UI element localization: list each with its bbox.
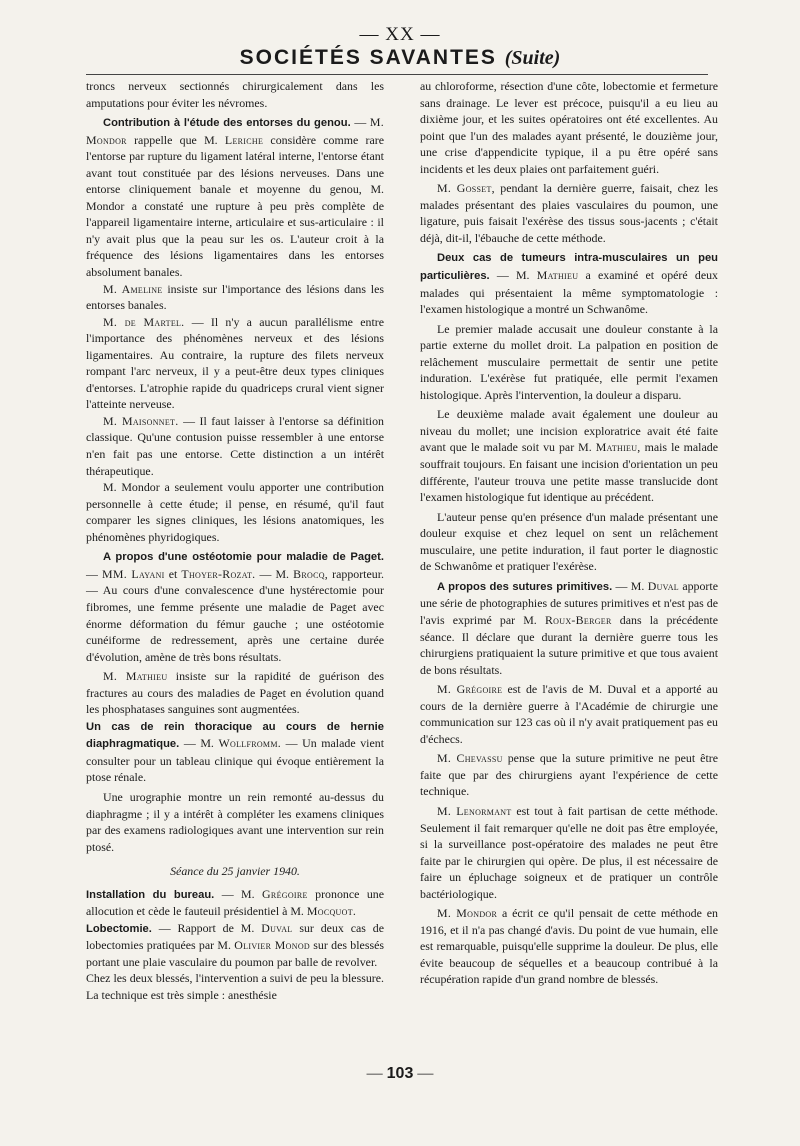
text-run: insiste sur la rapidité de guérison des fractures au cours des maladies de Paget en évolution quand les phosphatases sanguines sont augmentées. <box>86 669 384 717</box>
section-title: A propos d'une ostéotomie pour maladie de Paget. <box>103 551 384 564</box>
text-run: — <box>350 115 370 130</box>
paragraph-tumeurs <box>420 249 718 317</box>
section-title: Un cas de rein thoracique au cours de hernie diaphragmatique. <box>86 720 384 751</box>
author-name: M. de Martel. <box>103 314 185 329</box>
section-title: Contribution à l'étude des entorses du genou. <box>103 117 351 130</box>
author-name: Mathieu <box>536 268 579 283</box>
author-name: Wollfromm. <box>218 736 282 751</box>
paragraph: Une urographie montre un rein remonté au-dessus du diaphragme ; il y a intérêt à compléter les examens cliniques par des examens radiologiques avant une intervention sur rein ptosé. <box>86 789 384 854</box>
paragraph-rein <box>86 718 384 786</box>
author-name: Duval <box>261 920 293 935</box>
text-run: mais le malade souffrait toujours. En faisant une incision d'orientation un peu différente, l'auteur trouva une petite masse translucide dont l'examen histologique fut identique au précédent. <box>420 440 718 505</box>
text-run: a examiné et opéré deux malades qui présentaient la même symptomatologie : l'examen histologique a montré un Schwanôme. <box>420 268 718 317</box>
left-column <box>86 78 384 1004</box>
paragraph <box>420 180 718 246</box>
author-name: M. Lenormant <box>437 803 512 818</box>
text-run: insiste sur l'importance des lésions dans les entorses banales. <box>86 281 384 313</box>
header-title: SOCIÉTÉS SAVANTES <box>239 46 497 69</box>
author-name: M. Ameline <box>103 281 163 296</box>
author-name: M. Mathieu <box>103 669 168 684</box>
author-name: MM. Layani <box>101 566 165 581</box>
paragraph-sutures <box>420 578 718 678</box>
paragraph: M. Mondor a seulement voulu apporter une contribution personnelle à cette étude; il pense, en résumé, qu'il faut comparer les signes cliniques, les lésions anatomiques, les phénomènes phyridogiques. <box>86 480 384 544</box>
paragraph: au chloroforme, résection d'une côte, lobectomie et fermeture sans drainage. Le lever est précoce, puisqu'il a eu lieu au dixième jour, et les suites opératoires ont été excellentes. Au point que l'un des malades ayant présenté, le douzième jour, une crise d'appendicite typique, il a pu être opéré sans incidents et les deux plaies ont parfaitement guéri. <box>420 79 718 176</box>
text-run: — M. <box>179 736 219 751</box>
paragraph-lobectomie <box>86 920 384 971</box>
text-run: — M. <box>612 578 648 593</box>
text-run: Le deuxième malade avait également une douleur au niveau du mollet; une incision exploratrice avait été faite avant que le malade soit vu par M. <box>420 407 718 455</box>
header-rule <box>86 74 708 75</box>
author-name: M. Gosset, <box>437 181 495 196</box>
paragraph <box>86 413 384 479</box>
text-run: — Il n'y a aucun parallélisme entre l'importance des phénomènes nerveux et des lésions ligamentaires. Au contraire, la rupture des filets nerveux rompant l'arc nerveux, il y a peut-être deux types cliniques d'entorses. L'atrophie rapide du quadriceps crural vient signer l'atteinte nerveuse. <box>86 314 384 412</box>
paragraph <box>420 681 718 747</box>
text-run: pendant la dernière guerre, faisait, chez les malades présentant des plaies vasculaires du poumon, une ligature, puis faisait l'exérèse des tissus sous-jacents ; c'était déjà, dit-il, l'ébauche de cette méthode. <box>420 181 718 245</box>
section-title: Lobectomie. <box>86 922 152 935</box>
section-title: Deux cas de tumeurs intra-musculaires un peu particulières. <box>420 252 718 283</box>
author-name: M. Mondor <box>437 906 498 921</box>
page-header <box>0 46 800 70</box>
author-name: M. Chevassu <box>437 751 503 766</box>
author-name: Olivier Monod <box>234 938 310 953</box>
text-run: — Il faut laisser à l'entorse sa définition classique. Qu'une contusion puisse ressembler à une entorse n'en fait pas une entorse. Cette distinction a un intérêt thérapeutique. <box>86 413 384 478</box>
author-name: Thoyer-Rozat. <box>181 566 256 581</box>
text-run: — M. <box>214 886 263 901</box>
author-name: M. Grégoire <box>437 682 503 697</box>
paragraph <box>86 314 384 413</box>
text-run: prononce une allocution et cède le fauteuil présidentiel à M. <box>86 886 384 919</box>
header-suite: (Suite) <box>504 47 561 69</box>
paragraph: Le premier malade accusait une douleur constante à la partie externe du mollet droit. La palpation en position de relâchement musculaire permettait de sentir une petite induration. L'exérèse fut pratiquée, elle permit l'examen histologique. Après l'intervention, la douleur a disparu. <box>420 321 718 402</box>
page-number: 103 <box>386 1065 414 1082</box>
text-run: est de l'avis de M. Duval et a apporté au cours de la dernière guerre à l'Académie de chirurgie une communication sur 123 cas où il n'y avait pratiquement pas eu d'échecs. <box>420 682 718 746</box>
paragraph <box>420 803 718 902</box>
text-run: — Un malade vient consulter pour un tableau clinique qui évoque entièrement la ptose rénale. <box>86 736 384 785</box>
seance-heading: Séance du 25 janvier 1940. <box>170 864 300 879</box>
text-run: rapporteur. — Au cours d'une convalescence d'une hystérectomie pour fibromes, une femme présente une maladie de Paget avec énorme déformation du fémur gauche ; une ostéotomie cunéiforme de redressement, après une certaine durée d'évolution, amène de très bons résultats. <box>86 566 384 664</box>
text-run: — <box>86 566 102 581</box>
text-run: est tout à fait partisan de cette méthode. Seulement il fait remarquer qu'elle ne doit pas être employée, si la surveillance post-opératoire des malades ne peut être faite par le chirurgien qui opère. De plus, il est nécessaire de faire un épluchage soigneux et de pratiquer un contrôle bactériologique. <box>420 803 718 901</box>
paragraph <box>86 668 384 718</box>
paragraph-entorses <box>86 114 384 280</box>
paragraph: L'auteur pense qu'en présence d'un malade présentant une douleur exquise et chez lequel on sent un relâchement musculaire, une petite induration, il faut porter le diagnostic de Schwanôme et pratiquer l'exérèse. <box>420 509 718 574</box>
text-run: pense que la suture primitive ne peut être faite que par des chirurgiens ayant l'expérience de cette technique. <box>420 751 718 799</box>
text-run: dans la précédente séance. Il déclare que durant la dernière guerre tous les chirurgiens pratiquaient la suture primitive et que tous avaient de bons résultats. <box>420 612 718 677</box>
text-run: considère comme rare l'entorse par rupture du ligament latéral interne, l'entorse étant avant tout constituée par des lésions nerveuses. Dans une entorse cliniquement banale et moyenne du genou, M. Mondor a constaté une rupture à peu près complète de l'appareil ligamentaire interne, articulaire et sus-articulaire : il n'y avait plus que la peau sur les os. L'auteur croit à la fréquence des lésions ligamentaires dans les entorses absolument banales. <box>86 132 384 280</box>
text-run: a écrit ce qu'il pensait de cette méthode en 1916, et il n'a pas changé d'avis. Du point de vue humain, elle est remarquable, puisqu'elle supprime la douleur. De plus, elle évite beaucoup de séquelles et a beaucoup contribué à la récupération rapide d'un grand nombre de blessés. <box>420 906 718 987</box>
text-run: et <box>164 566 182 581</box>
author-name: Mocquot. <box>306 904 357 919</box>
text-run: rappelle que M. <box>126 132 225 147</box>
author-name: Duval <box>647 578 679 593</box>
paragraph <box>420 905 718 988</box>
author-name: Grégoire <box>262 886 308 901</box>
text-run: — Rapport de M. <box>151 920 262 935</box>
paragraph <box>420 406 718 505</box>
author-name: Brocq, <box>293 566 329 581</box>
text-run: sur deux cas de lobectomies pratiquées par M. <box>86 920 384 953</box>
section-folio: — XX — <box>359 24 441 45</box>
author-name: M. Maisonnet. <box>103 413 179 428</box>
author-name: Roux-Berger <box>544 612 612 627</box>
paragraph-paget <box>86 548 384 665</box>
author-name: Leriche <box>224 132 264 147</box>
paragraph: Chez les deux blessés, l'intervention a suivi de peu la blessure. La technique est très simple : anesthésie <box>86 971 384 1002</box>
paragraph-installation <box>86 886 384 920</box>
paragraph <box>420 750 718 800</box>
paragraph: troncs nerveux sectionnés chirurgicalement dans les amputations pour éviter les névromes. <box>86 79 384 110</box>
text-run: apporte une série de photographies de sutures primitives et n'est pas de l'avis exprimé par M. <box>420 578 719 627</box>
text-run: sur des blessés portant une plaie vasculaire du poumon par balle de revolver. <box>86 938 384 969</box>
author-name: M. Mondor <box>86 115 385 147</box>
section-title: A propos des sutures primitives. <box>437 580 613 593</box>
text-run: — M. <box>255 566 294 581</box>
section-title: Installation du bureau. <box>86 888 215 901</box>
paragraph <box>86 281 384 314</box>
author-name: Mathieu, <box>595 440 641 455</box>
page-footer: — 103 — <box>366 1065 434 1082</box>
text-run: — M. <box>489 268 537 283</box>
right-column <box>420 78 718 988</box>
